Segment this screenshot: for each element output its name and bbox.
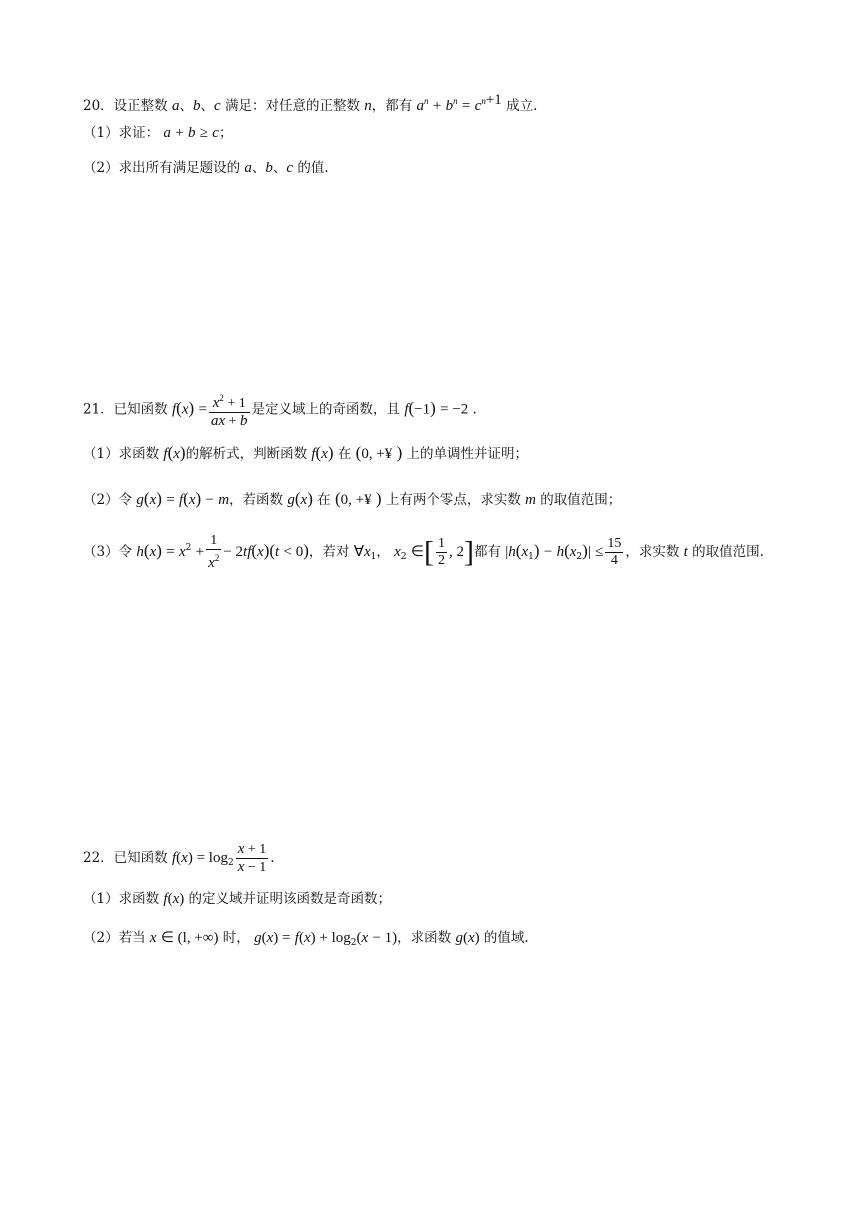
- q22-part2: （2）若当 x ∈ (l, +∞) 时， $g(x) = f(x) + \log_2(x - 1)$，求函数 g(x) 的值域.: [83, 930, 529, 948]
- q21-stem: 21．已知函数 f(x) = $\frac{x^2 + 1}{ax + b}$ 是定义域上的奇函数，且 f(−1) = −2 .: [83, 390, 477, 430]
- q21-part1: （1）求函数 f(x)的解析式，判断函数 f(x) 在 (0, +¥ ) 上的单调性并证明；: [83, 443, 529, 462]
- q21-part3: （3）令 $h(x) = x^2$ + $\frac{1}{x^2}$ − 2tf(x)(t < 0)，若对 $\forall x_1$， $x_2$ ∈[ $\frac{1}{2}$ , 2]都有 $|h(x_1) - h(x_2)|$ ≤ $\frac{15}{4}$ ，求实数 t 的取值范围.: [83, 533, 764, 571]
- q22-part1: （1）求函数 f(x) 的定义域并证明该函数是奇函数；: [83, 891, 392, 907]
- q20-stem: 20．设正整数 a、b、c 满足：对任意的正整数 n，都有 $a^n + b^n = c^{n+1}$ 成立.: [83, 92, 538, 114]
- q21-part2: （2）令 g(x) = f(x) − m，若函数 g(x) 在 (0, +¥ ) 上有两个零点，求实数 m 的取值范围；: [83, 489, 622, 508]
- q20-part1: （1）求证： a + b ≥ c；: [83, 125, 233, 141]
- q22-stem: 22．已知函数 $f(x) = \log_2$ $\frac{x + 1}{x - 1}$ .: [83, 841, 275, 875]
- q20-part2: （2）求出所有满足题设的 a、b、c 的值.: [83, 160, 329, 176]
